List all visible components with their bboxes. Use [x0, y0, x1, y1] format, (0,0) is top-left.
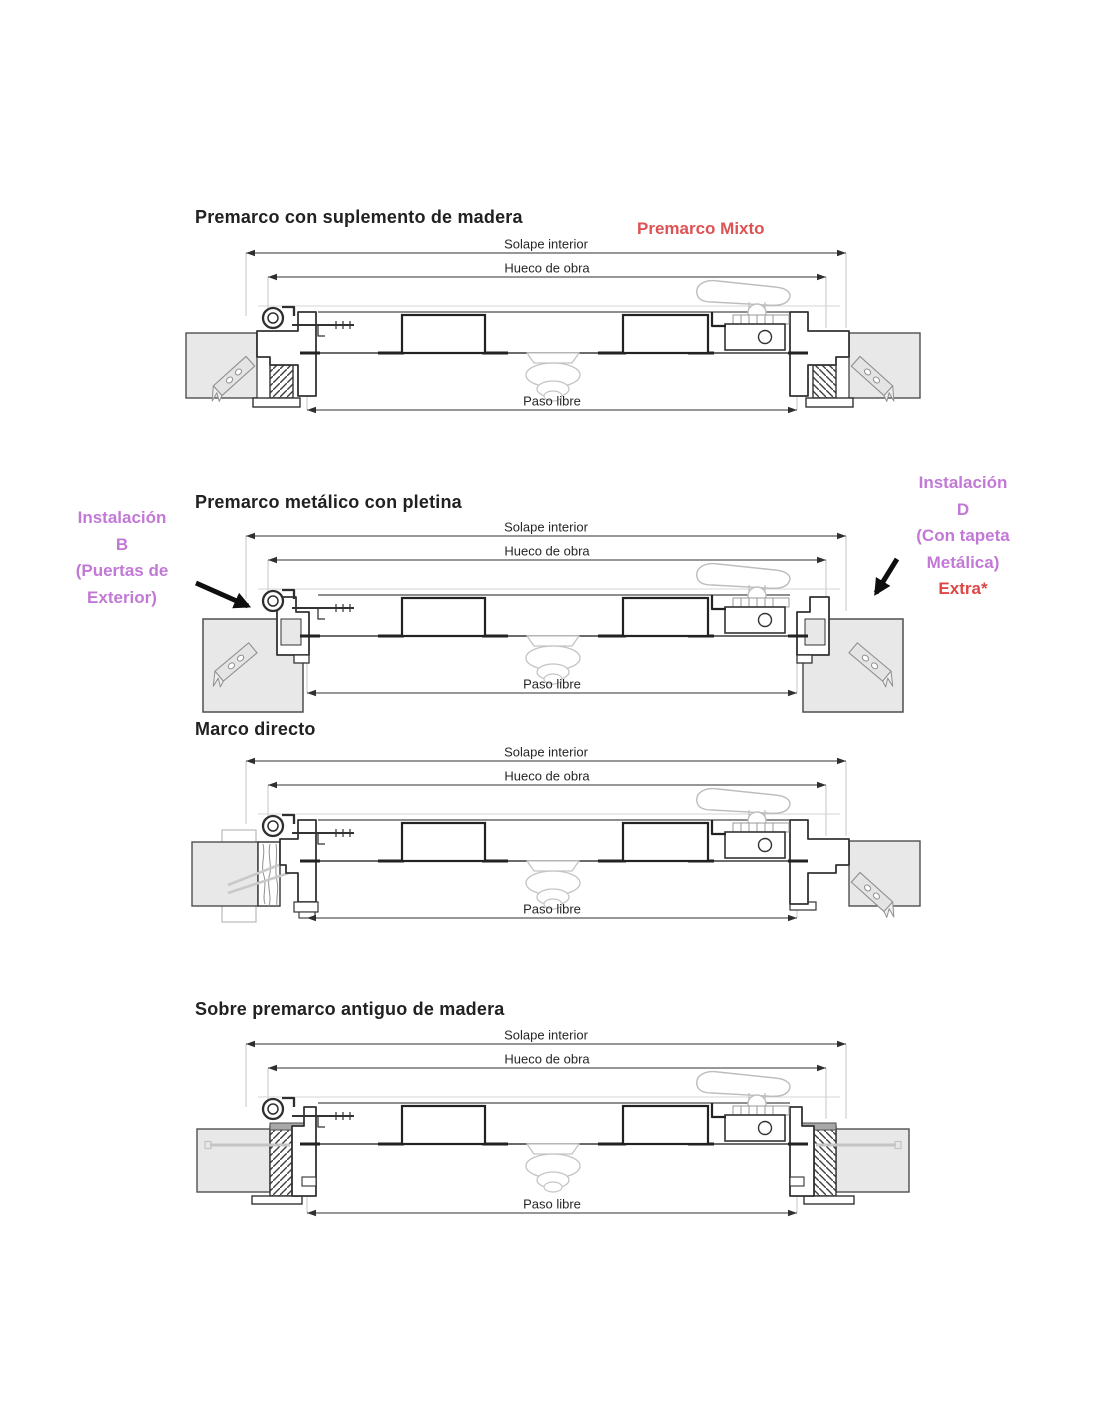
- lock-case: [712, 820, 789, 858]
- jamb-left: [192, 820, 318, 922]
- dim-label: Solape interior: [504, 519, 588, 535]
- jamb-right: [790, 820, 920, 921]
- dimension: [307, 394, 797, 414]
- dimension: [246, 237, 846, 257]
- annotation-line: D: [956, 499, 970, 519]
- drawing-premarco-metalico: [0, 519, 1100, 724]
- diagram-title: Marco directo: [195, 719, 316, 739]
- dimension: [246, 520, 846, 540]
- dim-label: Solape interior: [504, 236, 588, 252]
- diagram-title: Premarco con suplemento de madera: [195, 207, 523, 227]
- callout-arrows: [196, 559, 897, 606]
- jamb-right: [797, 597, 903, 712]
- drawing-sobre-premarco-antiguo: [0, 1027, 1100, 1232]
- jamb-right: [790, 312, 920, 407]
- dim-label: Hueco de obra: [504, 543, 590, 559]
- annotation-line: Instalación: [918, 473, 1008, 492]
- jamb-left: [203, 597, 309, 712]
- dim-label: Hueco de obra: [504, 768, 590, 784]
- dimension: [307, 677, 797, 697]
- jamb-left: [186, 312, 316, 407]
- dim-label: Solape interior: [504, 744, 588, 760]
- dimension: [307, 902, 797, 922]
- dimension: [268, 544, 826, 564]
- drawing-marco-directo: [0, 744, 1100, 949]
- door-knob: [526, 1144, 580, 1192]
- annotation-line: Exterior): [87, 587, 157, 607]
- dim-label: Hueco de obra: [504, 1051, 590, 1067]
- dim-label: Paso libre: [523, 1196, 581, 1212]
- annotation-line: (Puertas de: [75, 561, 169, 580]
- lock-case: [712, 312, 789, 350]
- annotation-extra: Extra*: [938, 579, 988, 598]
- drawing-premarco-suplemento: [0, 236, 1100, 441]
- dim-label: Paso libre: [523, 901, 581, 917]
- lock-case: [712, 1103, 789, 1141]
- annotation-line: B: [115, 534, 129, 554]
- dim-label: Hueco de obra: [504, 260, 590, 276]
- lock-case: [712, 595, 789, 633]
- annotation-line: Metálica): [926, 552, 1000, 572]
- dim-label: Paso libre: [523, 393, 581, 409]
- diagram-title: Sobre premarco antiguo de madera: [195, 999, 505, 1019]
- annotation-line: Instalación: [77, 508, 167, 527]
- dimension: [268, 1052, 826, 1072]
- dimension: [246, 745, 846, 765]
- dimension: [268, 769, 826, 789]
- annotation-premarco-mixto: Premarco Mixto: [637, 219, 765, 238]
- dimension: [246, 1028, 846, 1048]
- jamb-left: [197, 1107, 316, 1204]
- dim-label: Solape interior: [504, 1027, 588, 1043]
- dimension: [268, 261, 826, 281]
- jamb-right: [790, 1107, 909, 1204]
- dim-label: Paso libre: [523, 676, 581, 692]
- diagram-title: Premarco metálico con pletina: [195, 492, 462, 512]
- annotation-line: (Con tapeta: [916, 526, 1010, 545]
- dimension: [307, 1197, 797, 1217]
